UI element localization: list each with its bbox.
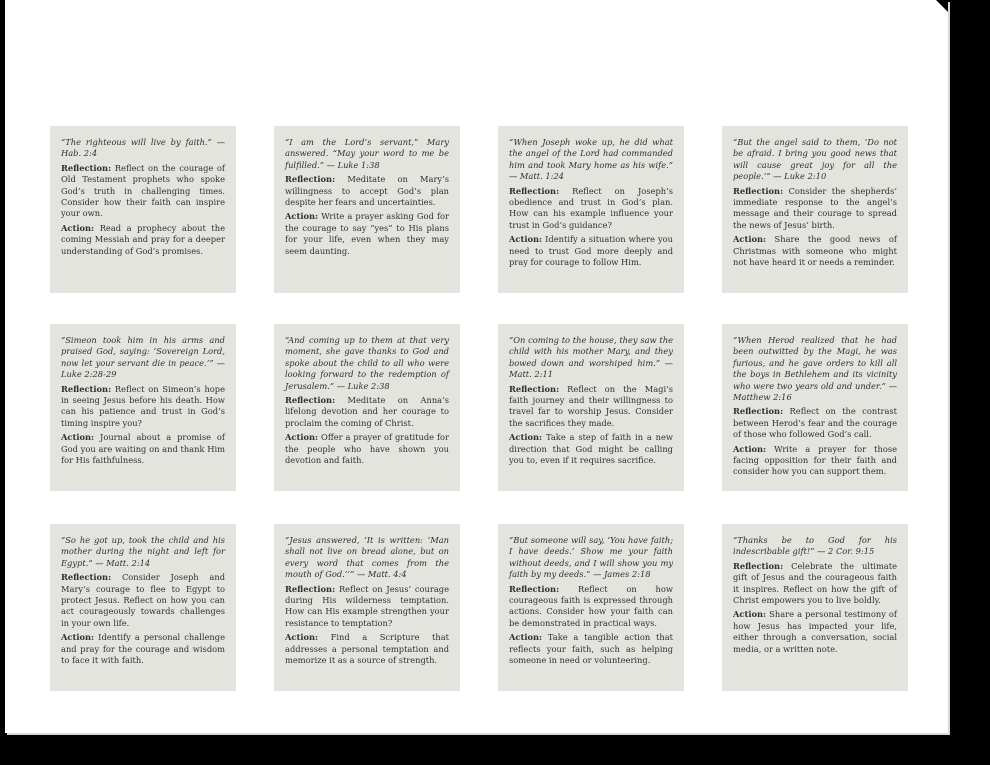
reflection-text: Reflect on Simeon’s hope in seeing Jesus before his death. How can his patience and trust in God’s timing inspire you? xyxy=(61,383,226,428)
card-verse: “I am the Lord’s servant,” Mary answered. “May your word to me be fulfilled.” — Luke 1:38 xyxy=(285,137,449,170)
reflection-label: Reflection: xyxy=(285,583,336,594)
reflection-label: Reflection: xyxy=(733,185,784,196)
devotional-card xyxy=(50,524,236,691)
reflection-text: Reflect on Joseph’s obedience and trust in God’s plan. How can his example influence your trust in God’s guidance? xyxy=(509,185,674,230)
printable-sheet xyxy=(5,0,948,733)
devotional-card xyxy=(498,324,684,491)
card-reflection xyxy=(733,561,897,607)
card-verse: “When Joseph woke up, he did what the angel of the Lord had commanded him and took Mary home as his wife.” — Matt. 1:24 xyxy=(509,137,673,182)
card-reflection xyxy=(509,384,673,430)
card-reflection xyxy=(509,186,673,232)
card-action xyxy=(509,234,673,268)
action-label: Action: xyxy=(285,211,319,222)
card-verse: “So he got up, took the child and his mother during the night and left for Egypt.” — Matt. 2:14 xyxy=(61,535,225,568)
card-action xyxy=(285,632,449,666)
action-text: Offer a prayer of gratitude for the people who have shown you devotion and faith. xyxy=(285,432,450,466)
devotional-card xyxy=(274,324,460,491)
action-label: Action: xyxy=(285,432,319,443)
devotional-card xyxy=(50,324,236,491)
reflection-text: Meditate on Anna’s lifelong devotion and her courage to proclaim the coming of Christ. xyxy=(285,395,450,428)
card-action xyxy=(61,632,225,666)
devotional-card xyxy=(722,126,908,293)
card-reflection xyxy=(61,572,225,629)
devotional-card xyxy=(274,126,460,293)
card-action xyxy=(733,234,897,268)
card-action xyxy=(61,223,225,257)
reflection-text: Consider Joseph and Mary’s courage to flee to Egypt to protect Jesus. Reflect on how you can act courageously towards challenges in your own life. xyxy=(61,572,226,628)
card-action xyxy=(285,432,449,466)
reflection-label: Reflection: xyxy=(509,383,560,394)
card-action xyxy=(61,432,225,466)
action-label: Action: xyxy=(61,222,95,233)
reflection-text: Celebrate the ultimate gift of Jesus and the courageous faith it inspires. Reflect on how the gift of Christ empowers you to live boldly. xyxy=(733,560,898,606)
devotional-card xyxy=(50,126,236,293)
reflection-label: Reflection: xyxy=(285,174,336,185)
action-label: Action: xyxy=(733,609,767,620)
card-reflection xyxy=(285,174,449,208)
action-text: Journal about a promise of God you are waiting on and thank Him for His faithfulness. xyxy=(61,432,226,466)
reflection-label: Reflection: xyxy=(61,383,112,394)
reflection-text: Consider the shepherds’ immediate response to the angel’s message and their courage to spread the news of Jesus’ birth. xyxy=(733,185,897,230)
action-text: Find a Scripture that addresses a personal temptation and memorize it as a source of strength. xyxy=(285,632,449,666)
devotional-card xyxy=(498,126,684,293)
card-verse: “Simeon took him in his arms and praised God, saying: ‘Sovereign Lord, now let your servant die in peace.’” — Luke 2:28-29 xyxy=(61,335,225,380)
card-reflection xyxy=(61,163,225,220)
card-reflection xyxy=(733,186,897,232)
card-verse: “And coming up to them at that very moment, she gave thanks to God and spoke about the child to all who were looking forward to the redemption of Jerusalem.” — Luke 2:38 xyxy=(285,335,449,391)
card-verse: “But someone will say, ‘You have faith; I have deeds.’ Show me your faith without deeds, and I will show you my faith by my deeds.” — James 2:18 xyxy=(509,535,673,580)
devotional-card xyxy=(722,324,908,491)
reflection-label: Reflection: xyxy=(733,406,784,417)
reflection-text: Reflect on how courageous faith is expressed through actions. Consider how your faith can be demonstrated in practical ways. xyxy=(509,583,673,628)
action-text: Share the good news of Christmas with someone who might not have heard it or needs a reminder. xyxy=(733,234,898,268)
card-reflection xyxy=(285,395,449,429)
card-verse: “Thanks be to God for his indescribable gift!” — 2 Cor. 9:15 xyxy=(733,535,897,557)
reflection-label: Reflection: xyxy=(61,162,112,173)
reflection-text: Reflect on the contrast between Herod’s fear and the courage of those who followed God’s call. xyxy=(733,406,898,440)
action-text: Identify a situation where you need to trust God more deeply and pray for courage to follow Him. xyxy=(509,234,673,268)
action-text: Identify a personal challenge and pray for the courage and wisdom to face it with faith. xyxy=(61,632,225,666)
card-reflection xyxy=(509,584,673,630)
card-verse: “The righteous will live by faith.” — Hab. 2:4 xyxy=(61,137,225,159)
action-text: Write a prayer asking God for the courage to say “yes” to His plans for your life, even when they may seem daunting. xyxy=(285,211,449,256)
card-action xyxy=(509,432,673,466)
action-label: Action: xyxy=(733,234,767,245)
devotional-card xyxy=(274,524,460,691)
action-text: Share a personal testimony of how Jesus has impacted your life, either through a conversation, social media, or a written note. xyxy=(733,609,898,654)
devotional-card xyxy=(498,524,684,691)
action-text: Take a step of faith in a new direction that God might be calling you to, even if it requires sacrifice. xyxy=(509,432,674,466)
action-text: Write a prayer for those facing opposition for their faith and consider how you can support them. xyxy=(733,443,897,477)
action-label: Action: xyxy=(733,443,767,454)
devotional-card xyxy=(722,524,908,691)
reflection-label: Reflection: xyxy=(733,560,784,571)
reflection-text: Meditate on Mary’s willingness to accept God’s plan despite her fears and uncertainties. xyxy=(285,174,450,208)
reflection-text: Reflect on Jesus’ courage during His wilderness temptation. How can His example strengthen your resistance to temptation? xyxy=(285,583,450,628)
action-label: Action: xyxy=(509,432,543,443)
reflection-label: Reflection: xyxy=(509,185,560,196)
reflection-label: Reflection: xyxy=(509,583,560,594)
card-verse: “When Herod realized that he had been outwitted by the Magi, he was furious, and he gave orders to kill all the boys in Bethlehem and its vicinity who were two years old and under.” — Matthew 2:16 xyxy=(733,335,897,403)
reflection-text: Reflect on the Magi’s faith journey and their willingness to travel far to worship Jesus. Consider the sacrifices they made. xyxy=(509,383,673,428)
card-action xyxy=(285,211,449,257)
card-action xyxy=(733,444,897,478)
action-text: Read a prophecy about the coming Messiah and pray for a deeper understanding of God’s promises. xyxy=(61,222,226,256)
action-label: Action: xyxy=(509,632,543,643)
action-label: Action: xyxy=(509,234,543,245)
action-label: Action: xyxy=(61,632,95,643)
reflection-text: Reflect on the courage of Old Testament prophets who spoke God’s truth in challenging times. Consider how their faith can inspire your own. xyxy=(61,162,226,219)
card-reflection xyxy=(61,384,225,430)
reflection-label: Reflection: xyxy=(61,572,112,583)
sheet-corner xyxy=(936,0,948,12)
card-action xyxy=(733,609,897,655)
card-verse: “On coming to the house, they saw the child with his mother Mary, and they bowed down and worshiped him.” — Matt. 2:11 xyxy=(509,335,673,380)
action-label: Action: xyxy=(61,432,95,443)
card-action xyxy=(509,632,673,666)
card-verse: “Jesus answered, ‘It is written: ‘Man shall not live on bread alone, but on every word that comes from the mouth of God.’’” — Matt. 4:4 xyxy=(285,535,449,580)
reflection-label: Reflection: xyxy=(285,395,336,406)
card-reflection xyxy=(733,406,897,440)
action-text: Take a tangible action that reflects your faith, such as helping someone in need or volunteering. xyxy=(509,632,673,666)
card-reflection xyxy=(285,584,449,630)
card-verse: “But the angel said to them, ‘Do not be afraid. I bring you good news that will cause great joy for all the people.’” — Luke 2:10 xyxy=(733,137,897,182)
action-label: Action: xyxy=(285,632,319,643)
